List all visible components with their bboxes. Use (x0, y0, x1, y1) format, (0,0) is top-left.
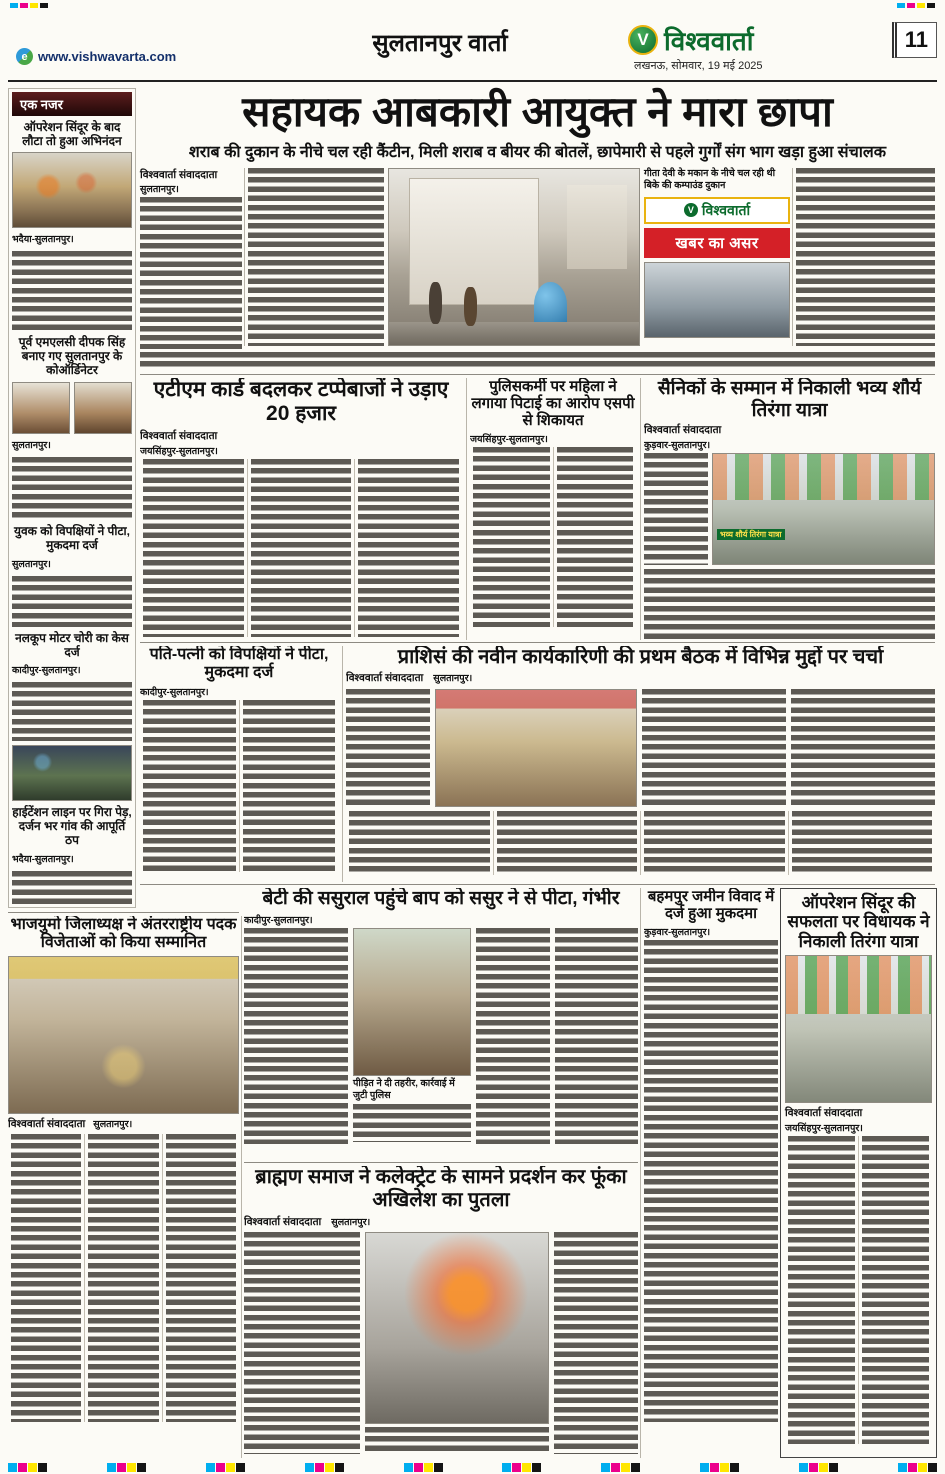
body-text (557, 447, 634, 627)
text-column (239, 700, 339, 872)
print-color-bar (8, 1463, 937, 1472)
body-text (12, 871, 132, 904)
photo-meeting-dais (435, 689, 637, 807)
photo-seized-bottles (644, 262, 790, 338)
cmyk-cluster (107, 1463, 146, 1472)
globe-icon: e (16, 48, 33, 65)
vishwavarta-mini-logo-icon: V (684, 203, 698, 217)
body-text (791, 689, 935, 807)
text-column (346, 811, 493, 875)
text-column (247, 459, 355, 637)
body-text (862, 1136, 929, 1444)
print-marks-top-right (897, 3, 935, 8)
photo-medal-winners-group (8, 956, 239, 1114)
body-text (349, 811, 490, 875)
lead-text-col-3 (796, 168, 935, 346)
cmyk-cluster (8, 1463, 47, 1472)
body-text (554, 1232, 638, 1454)
article-headline: भाजयुमो जिलाध्यक्ष ने अंतरराष्ट्रीय पदक विजेताओं को किया सम्मानित (10, 916, 237, 952)
text-column (553, 447, 637, 627)
article-headline: प्राशिसं की नवीन कार्यकारिणी की प्रथम बैठक में विभिन्न मुद्दों पर चर्चा (397, 646, 884, 668)
text-column (8, 1134, 84, 1422)
dateline: कादीपुर-सुलतानपुर। (12, 664, 81, 676)
edition-dateline: लखनऊ, सोमवार, 19 मई 2025 (634, 60, 763, 72)
article-headline: ब्राह्मण समाज ने कलेक्ट्रेट के सामने प्रदर्शन कर फूंका अखिलेश का पुतला (255, 1166, 627, 1211)
photo-portrait-right (74, 382, 132, 434)
brand-name: विश्ववार्ता (664, 26, 754, 56)
section-rule (8, 912, 239, 913)
dateline: सुलतानपुर। (12, 558, 51, 570)
body-text (12, 251, 132, 331)
body-text (365, 1427, 549, 1451)
cmyk-cluster (305, 1463, 344, 1472)
body-text (346, 689, 430, 807)
body-text (244, 928, 348, 1144)
lead-text-runover (140, 352, 935, 370)
brand-lockup (628, 22, 753, 58)
dateline: कुड़वार-सुलतानपुर। (644, 927, 711, 939)
body-text (353, 1104, 471, 1142)
yellow-mark (30, 3, 38, 8)
article-headline: पुलिसकर्मी पर महिला ने लगाया पिटाई का आरोप एसपी से शिकायत (471, 378, 635, 430)
body-text (12, 576, 132, 627)
text-column (354, 459, 462, 637)
body-text (244, 1232, 360, 1454)
text-column (162, 1134, 239, 1422)
body-text (251, 459, 352, 637)
text-column (640, 811, 788, 875)
cmyk-cluster (700, 1463, 739, 1472)
masthead-rule (8, 80, 937, 82)
article-headline: सैनिकों के सम्मान में निकाली भव्य शौर्य तिरंगा यात्रा (657, 378, 922, 421)
impact-label: खबर का असर (644, 228, 790, 258)
ek-nazar-title: एक नजर (12, 92, 132, 116)
article-headline: ऑपरेशन सिंदूर की सफलता पर विधायक ने निकाली तिरंगा यात्रा (787, 893, 930, 951)
photo-detail-stairs (567, 185, 627, 269)
text-column (788, 811, 936, 875)
column-rule (792, 168, 793, 346)
ek-nazar-headline: नलकूप मोटर चोरी का केस दर्ज (15, 630, 129, 659)
body-text (642, 689, 786, 807)
website-lockup (16, 48, 176, 65)
impact-brand-name: विश्ववार्ता (701, 201, 751, 218)
article-bahampur-case (644, 888, 778, 1458)
column-rule (640, 378, 641, 640)
lead-text-col-1 (140, 168, 242, 349)
column-rule (640, 888, 641, 1458)
dateline: भदैया-सुलतानपुर। (12, 853, 74, 865)
cmyk-cluster (206, 1463, 245, 1472)
body-text (473, 447, 550, 627)
procession-banner: भव्य शौर्य तिरंगा यात्रा (717, 529, 785, 541)
article-body-columns (8, 1134, 239, 1422)
article-body-columns (140, 700, 338, 872)
article-headline: एटीएम कार्ड बदलकर टप्पेबाजों ने उड़ाए 20 हजार (153, 378, 449, 425)
article-media-row (244, 928, 638, 1144)
section-rule (140, 642, 935, 643)
dateline: सुलतानपुर। (433, 672, 473, 684)
victim-photo-caption: पीड़ित ने दी तहरीर, कार्रवाई में जुटी पुलिस (353, 1077, 455, 1101)
article-police-complaint (470, 378, 636, 640)
yellow-mark (917, 3, 925, 8)
byline: विश्ववार्ता संवाददाता (785, 1107, 863, 1120)
magenta-mark (20, 3, 28, 8)
cyan-mark (10, 3, 18, 8)
text-column (140, 700, 239, 872)
black-mark (927, 3, 935, 8)
dateline: जयसिंहपुर-सुलतानपुर। (140, 445, 218, 457)
article-body-columns (346, 811, 935, 875)
article-operation-sindoor (780, 888, 937, 1458)
text-column (470, 447, 553, 627)
impact-stack (644, 168, 790, 338)
page-number: 11 (892, 22, 937, 58)
body-text (12, 682, 132, 741)
text-column (140, 459, 247, 637)
body-text (358, 459, 459, 637)
byline: विश्ववार्ता संवाददाता (644, 424, 722, 437)
photo-detail-road (389, 322, 639, 345)
cyan-mark (897, 3, 905, 8)
dateline: सुलतानपुर। (331, 1216, 371, 1228)
article-sasural-assault (244, 888, 638, 1162)
article-prashis-meeting (346, 646, 935, 882)
body-text (243, 700, 336, 872)
byline: विश्ववार्ता संवाददाता (8, 1118, 86, 1131)
dateline: कादीपुर-सुलतानपुर। (244, 914, 313, 926)
photo-detail-water-tank (534, 282, 567, 328)
photo-with-runover (365, 1232, 549, 1454)
section-rule (140, 884, 935, 885)
text-column (785, 1136, 858, 1444)
ek-nazar-headline: युवक को विपक्षियों ने पीटा, मुकदमा दर्ज (14, 524, 130, 553)
column-rule (241, 916, 242, 1458)
body-text (88, 1134, 158, 1422)
portrait-pair (12, 382, 132, 434)
lead-photo-caption: गीता देवी के मकान के नीचे चल रही थी बिके की कम्पाउंड दुकान (644, 168, 776, 192)
print-marks-top-left (10, 3, 48, 8)
text-column (858, 1136, 932, 1444)
photo-welcome-crowd (12, 152, 132, 228)
photo-fallen-tree (12, 745, 132, 801)
photo-detail-person (429, 282, 442, 324)
photo-detail-building (409, 178, 539, 305)
byline: विश्ववार्ता संवाददाता (346, 671, 424, 684)
lead-subheadline: शराब की दुकान के नीचे चल रही कैंटीन, मिली शराब व बीयर की बोतलें, छापेमारी से पहले गुर्गों संग भाग खड़ा हुआ संचालक (188, 144, 887, 161)
body-text (11, 1134, 81, 1422)
article-media-row (346, 689, 935, 807)
byline-row (244, 1215, 638, 1230)
dateline: कादीपुर-सुलतानपुर। (140, 687, 209, 699)
article-media-row (244, 1232, 638, 1454)
ek-nazar-column (8, 88, 136, 908)
body-text (788, 1136, 855, 1444)
section-title: सुलतानपुर वार्ता (372, 30, 508, 57)
article-brahman-protest (244, 1166, 638, 1458)
column-rule (342, 646, 343, 882)
byline: विश्ववार्ता संवाददाता (244, 1215, 322, 1228)
body-text (792, 811, 933, 875)
dateline: सुलतानपुर। (140, 184, 179, 195)
column-rule (244, 168, 245, 346)
body-text (555, 928, 638, 1144)
photo-shaurya-procession (712, 453, 935, 565)
article-body-columns (785, 1136, 932, 1444)
article-headline: बेटी की ससुराल पहुंचे बाप को ससुर ने से पीटा, गंभीर (262, 888, 620, 909)
photo-raid-scene (388, 168, 640, 346)
black-mark (40, 3, 48, 8)
article-shaurya-yatra (644, 378, 935, 640)
body-text (166, 1134, 236, 1422)
photo-detail-person (464, 287, 477, 326)
byline: विश्ववार्ता संवाददाता (140, 429, 218, 442)
dateline: सुलतानपुर। (12, 439, 51, 451)
body-text (143, 700, 236, 872)
cmyk-cluster (404, 1463, 443, 1472)
lead-text-col-2 (248, 168, 384, 346)
article-body-columns (470, 447, 636, 627)
vishwavarta-logo-icon: V (628, 25, 658, 55)
text-column (84, 1134, 161, 1422)
article-bjym-felicitation (8, 916, 239, 1458)
section-rule (140, 374, 935, 375)
article-media-row (644, 453, 935, 565)
body-text (644, 569, 935, 640)
article-atm (140, 378, 462, 640)
cmyk-cluster (601, 1463, 640, 1472)
ek-nazar-headline: ऑपरेशन सिंदूर के बाद लौटा तो हुआ अभिनंदन (22, 120, 122, 149)
cmyk-cluster (502, 1463, 541, 1472)
impact-brand-box (644, 197, 790, 224)
ek-nazar-headline: हाईटेंशन लाइन पर गिरा पेड़, दर्जन भर गांव की आपूर्ति ठप (12, 805, 132, 848)
photo-victim-portrait (353, 928, 471, 1076)
body-text (12, 457, 132, 521)
byline-row (346, 671, 935, 686)
cmyk-cluster (898, 1463, 937, 1472)
text-column (493, 811, 641, 875)
ek-nazar-headline: पूर्व एमएलसी दीपक सिंह बनाए गए सुलतानपुर के कोऑर्डिनेटर (18, 335, 126, 378)
body-text (644, 453, 708, 565)
dateline: भदैया-सुलतानपुर। (12, 234, 74, 246)
section-rule (244, 1162, 638, 1163)
lead-headline: सहायक आबकारी आयुक्त ने मारा छापा (242, 88, 833, 135)
column-rule (466, 378, 467, 640)
byline-row (8, 1117, 239, 1132)
website-url: www.vishwavarta.com (38, 49, 177, 64)
photo-portrait-left (12, 382, 70, 434)
article-headline: बहमपुर जमीन विवाद में दर्ज हुआ मुकदमा (647, 888, 775, 923)
photo-effigy-burning (365, 1232, 549, 1424)
body-text (644, 811, 785, 875)
article-headline: पति-पत्नी को विपक्षियों ने पीटा, मुकदमा दर्ज (149, 646, 329, 682)
body-text (143, 459, 244, 637)
dateline: जयसिंहपुर-सुलतानपुर। (470, 434, 548, 446)
dateline: जयसिंहपुर-सुलतानपुर। (785, 1123, 863, 1135)
body-text (140, 197, 242, 349)
body-text (644, 940, 778, 1422)
photo-mla-tiranga-yatra (785, 955, 932, 1103)
body-text (476, 928, 550, 1144)
body-text (497, 811, 638, 875)
dateline: कुड़वार-सुलतानपुर। (644, 440, 711, 452)
article-couple-beaten (140, 646, 338, 882)
photo-with-caption (353, 928, 471, 1144)
cmyk-cluster (799, 1463, 838, 1472)
magenta-mark (907, 3, 915, 8)
article-body-columns (140, 459, 462, 637)
byline: विश्ववार्ता संवाददाता (140, 169, 218, 181)
dateline: सुलतानपुर। (93, 1119, 133, 1131)
